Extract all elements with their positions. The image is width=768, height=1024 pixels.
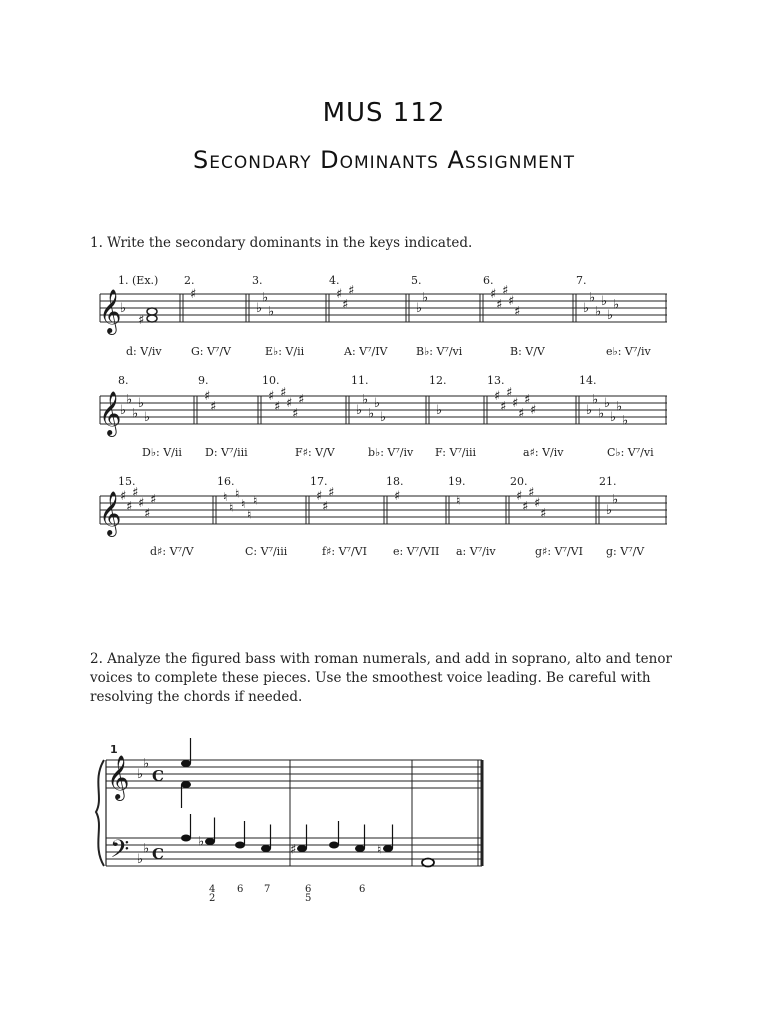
note-head xyxy=(205,838,215,845)
key-signature: ♯ xyxy=(280,385,287,401)
key-signature: ♭ xyxy=(120,301,127,316)
exercise-number: 16. xyxy=(217,475,235,488)
key-signature: ♯ xyxy=(496,297,503,313)
note-head xyxy=(181,781,191,788)
key-signature: ♭ xyxy=(598,406,605,422)
key-signature: ♯ xyxy=(286,396,293,411)
natural-accidental: ♮ xyxy=(223,490,228,504)
key-signature: ♯ xyxy=(524,392,531,408)
exercise-key: B♭: V⁷/vi xyxy=(416,345,463,358)
exercise-key: f♯: V⁷/VI xyxy=(322,545,367,558)
brace xyxy=(96,760,104,866)
key-signature: ♭ xyxy=(604,396,611,411)
exercise-key: a♯: V/iv xyxy=(523,446,564,459)
note-head xyxy=(383,845,393,852)
key-signature: ♭ xyxy=(137,767,144,782)
key-signature: ♭ xyxy=(612,492,619,508)
figure-number: 6 xyxy=(359,884,366,895)
exercise-key: G: V⁷/V xyxy=(191,345,231,358)
key-signature: ♭ xyxy=(592,392,599,408)
exercise-number: 21. xyxy=(599,475,617,488)
exercise-number: 15. xyxy=(118,475,136,488)
key-signature: ♭ xyxy=(589,290,596,306)
key-signature: ♭ xyxy=(262,290,269,306)
figure-number: 2 xyxy=(209,893,216,904)
whole-note xyxy=(147,315,157,322)
bass-clef-icon: 𝄢 xyxy=(110,835,130,870)
natural-accidental: ♮ xyxy=(456,493,461,508)
key-signature: ♭ xyxy=(144,410,151,425)
note-head xyxy=(261,845,271,852)
figure-number: 5 xyxy=(305,893,312,904)
key-signature: ♭ xyxy=(356,403,363,418)
whole-note xyxy=(422,859,434,867)
exercise-key: g: V⁷/V xyxy=(606,545,645,558)
key-signature: ♭ xyxy=(606,503,613,518)
exercise-key: a: V⁷/iv xyxy=(456,545,496,558)
key-signature: ♭ xyxy=(595,304,602,320)
key-signature: ♭ xyxy=(362,392,369,408)
key-signature: ♭ xyxy=(622,413,629,429)
key-signature: ♭ xyxy=(374,396,381,411)
exercise-number: 4. xyxy=(329,274,340,287)
figure-number: 7 xyxy=(264,884,271,895)
exercise-number: 5. xyxy=(411,274,422,287)
exercise-number: 10. xyxy=(262,374,280,387)
key-signature: ♯ xyxy=(394,489,401,504)
exercise-key: C: V⁷/iii xyxy=(245,545,288,558)
key-signature: ♯ xyxy=(512,396,519,411)
exercise-number: 2. xyxy=(184,274,195,287)
natural-accidental: ♮ xyxy=(229,500,234,515)
key-signature: ♯ xyxy=(518,406,525,422)
natural-accidental: ♮ xyxy=(241,497,246,511)
key-signature: ♭ xyxy=(613,297,620,313)
key-signature: ♯ xyxy=(138,496,145,511)
key-signature: ♯ xyxy=(336,287,343,302)
piece-number: 1 xyxy=(110,743,118,756)
treble-clef-icon: 𝄞 xyxy=(99,289,122,333)
key-signature: ♭ xyxy=(601,294,608,309)
key-signature: ♯ xyxy=(342,297,349,313)
key-signature: ♯ xyxy=(534,496,541,511)
exercise-number: 14. xyxy=(579,374,597,387)
exercise-key: d: V/iv xyxy=(126,345,162,358)
treble-clef-icon: 𝄞 xyxy=(99,391,122,435)
natural-accidental: ♮ xyxy=(235,486,240,501)
figure-number: 4 xyxy=(209,884,216,895)
key-signature: ♯ xyxy=(322,499,329,515)
note-head xyxy=(297,845,307,852)
exercise-number: 20. xyxy=(510,475,528,488)
figure-number: 6 xyxy=(237,884,244,895)
exercise-key: C♭: V⁷/vi xyxy=(607,446,654,459)
key-signature: ♭ xyxy=(586,403,593,418)
sharp-accidental: ♯ xyxy=(138,313,145,328)
key-signature: ♯ xyxy=(132,485,139,501)
key-signature: ♯ xyxy=(210,399,217,415)
exercise-number: 9. xyxy=(198,374,209,387)
note-head xyxy=(329,842,339,849)
figure-number: 6 xyxy=(305,884,312,895)
time-signature: C xyxy=(152,767,164,785)
key-signature: ♭ xyxy=(268,304,275,320)
key-signature: ♭ xyxy=(616,399,623,415)
exercise-number: 13. xyxy=(487,374,505,387)
exercise-key: E♭: V/ii xyxy=(265,345,305,358)
key-signature: ♯ xyxy=(144,506,151,522)
key-signature: ♭ xyxy=(143,841,150,857)
key-signature: ♭ xyxy=(416,301,423,316)
question-2-prompt: 2. Analyze the figured bass with roman numerals, and add in soprano, alto and tenor voices to complete these pieces. Use the smoothest voice leading. Be careful with resolving the chords if needed. xyxy=(90,651,672,705)
key-signature: ♯ xyxy=(508,294,515,309)
exercise-key: B: V/V xyxy=(510,345,545,358)
key-signature: ♯ xyxy=(328,485,335,501)
exercise-key: A: V⁷/IV xyxy=(344,345,388,358)
key-signature: ♭ xyxy=(607,308,614,323)
exercise-number: 3. xyxy=(252,274,263,287)
exercise-key: D: V⁷/iii xyxy=(205,446,248,459)
key-signature: ♭ xyxy=(583,301,590,316)
key-signature: ♭ xyxy=(436,403,443,418)
key-signature: ♯ xyxy=(530,403,537,418)
key-signature: ♭ xyxy=(610,410,617,425)
key-signature: ♯ xyxy=(126,499,133,515)
exercise-number: 8. xyxy=(118,374,129,387)
key-signature: ♭ xyxy=(422,290,429,306)
exercise-number: 17. xyxy=(310,475,328,488)
key-signature: ♯ xyxy=(528,485,535,501)
whole-note xyxy=(147,308,157,315)
question-1-prompt: 1. Write the secondary dominants in the keys indicated. xyxy=(90,235,473,251)
exercise-number: 1. (Ex.) xyxy=(118,274,159,287)
treble-clef-icon: 𝄞 xyxy=(99,491,122,535)
exercise-number: 12. xyxy=(429,374,447,387)
key-signature: ♯ xyxy=(298,392,305,408)
exercise-key: F♯: V/V xyxy=(295,446,335,459)
time-signature: C xyxy=(152,845,164,863)
key-signature: ♭ xyxy=(138,396,145,411)
note-head xyxy=(181,760,191,767)
key-signature: ♯ xyxy=(540,506,547,522)
key-signature: ♯ xyxy=(348,283,355,299)
key-signature: ♯ xyxy=(292,406,299,422)
key-signature: ♯ xyxy=(274,399,281,415)
key-signature: ♯ xyxy=(502,283,509,299)
exercise-number: 11. xyxy=(351,374,369,387)
key-signature: ♯ xyxy=(490,287,497,302)
key-signature: ♭ xyxy=(143,756,150,772)
key-signature: ♯ xyxy=(150,492,157,508)
key-signature: ♭ xyxy=(126,392,133,408)
exercise-key: g♯: V⁷/VI xyxy=(535,545,583,558)
key-signature: ♭ xyxy=(368,406,375,422)
exercise-key: e♭: V⁷/iv xyxy=(606,345,651,358)
key-signature: ♯ xyxy=(204,389,211,404)
sharp-accidental: ♯ xyxy=(290,842,297,858)
exercise-key: D♭: V/ii xyxy=(142,446,182,459)
key-signature: ♯ xyxy=(506,385,513,401)
key-signature: ♯ xyxy=(120,489,127,504)
exercise-number: 19. xyxy=(448,475,466,488)
key-signature: ♯ xyxy=(514,304,521,320)
key-signature: ♭ xyxy=(137,852,144,867)
flat-accidental: ♭ xyxy=(198,834,205,850)
course-title: MUS 112 xyxy=(322,98,446,128)
note-head xyxy=(355,845,365,852)
exercise-key: d♯: V⁷/V xyxy=(150,545,194,558)
natural-accidental: ♮ xyxy=(377,842,382,857)
exercise-number: 7. xyxy=(576,274,587,287)
key-signature: ♭ xyxy=(132,406,139,422)
note-head xyxy=(181,835,191,842)
key-signature: ♭ xyxy=(380,410,387,425)
exercise-key: F: V⁷/iii xyxy=(435,446,477,459)
key-signature: ♯ xyxy=(190,287,197,302)
key-signature: ♭ xyxy=(256,301,263,316)
key-signature: ♯ xyxy=(268,389,275,404)
assignment-title: Secondary Dominants Assignment xyxy=(193,146,575,174)
key-signature: ♯ xyxy=(522,499,529,515)
key-signature: ♭ xyxy=(120,403,127,418)
key-signature: ♯ xyxy=(500,399,507,415)
natural-accidental: ♮ xyxy=(253,493,258,508)
note-head xyxy=(235,842,245,849)
exercise-key: b♭: V⁷/iv xyxy=(368,446,414,459)
exercise-number: 18. xyxy=(386,475,404,488)
exercise-number: 6. xyxy=(483,274,494,287)
natural-accidental: ♮ xyxy=(247,507,252,522)
key-signature: ♯ xyxy=(516,489,523,504)
key-signature: ♯ xyxy=(494,389,501,404)
exercise-key: e: V⁷/VII xyxy=(393,545,440,558)
treble-clef-icon: 𝄞 xyxy=(107,755,130,799)
key-signature: ♯ xyxy=(316,489,323,504)
